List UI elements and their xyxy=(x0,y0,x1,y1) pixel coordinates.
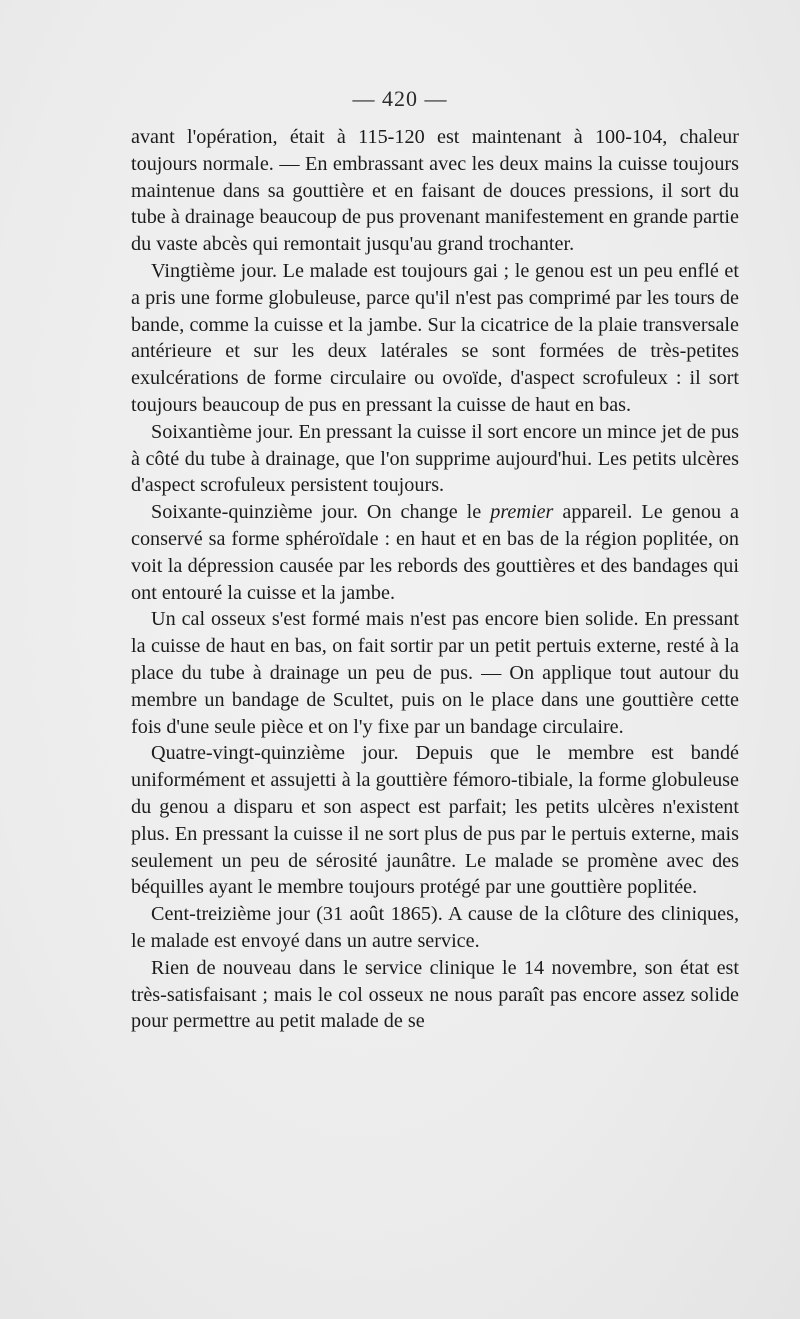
paragraph-rien-de-nouveau: Rien de nouveau dans le service clinique le 14 novembre, son état est très-satisfaisant ; mais le col osseux ne nous paraît pas encore assez solide pour permettre au petit malade de se xyxy=(131,956,739,1033)
body-text xyxy=(131,124,739,1035)
paragraph-soixante-quinzieme-jour xyxy=(131,499,739,606)
paragraph-quatre-vingt-quinzieme-jour: Quatre-vingt-quinzième jour. Depuis que le membre est bandé uniformément et assujetti à la gouttière fémoro-tibiale, la forme globuleuse du genou a disparu et son aspect est parfait; les petits ulcères n'existent plus. En pressant la cuisse il ne sort plus de pus par le pertuis externe, mais seulement un peu de sérosité jaunâtre. Le malade se promène avec des béquilles ayant le membre toujours protégé par une gouttière poplitée. xyxy=(131,742,739,899)
paragraph-soixantieme-jour: Soixantième jour. En pressant la cuisse il sort encore un mince jet de pus à côté du tube à drainage, que l'on supprime aujourd'hui. Les petits ulcères d'aspect scrofuleux persistent toujours. xyxy=(131,420,739,497)
paragraph-text-before: Soixante-quinzième jour. On change le xyxy=(151,501,491,524)
paragraph-cal-osseux: Un cal osseux s'est formé mais n'est pas encore bien solide. En pressant la cuisse de haut en bas, on fait sortir par un petit pertuis externe, resté à la place du tube à drainage un peu de pus. — On applique tout autour du membre un bandage de Scultet, puis on le place dans une gouttière cette fois d'une seule pièce et on l'y fixe par un bandage circulaire. xyxy=(131,608,739,738)
paragraph-vingtieme-jour: Vingtième jour. Le malade est toujours gai ; le genou est un peu enflé et a pris une forme globuleuse, parce qu'il n'est pas comprimé par les tours de bande, comme la cuisse et la jambe. Sur la cicatrice de la plaie transversale antérieure et sur les deux latérales se sont formées de très-petites exulcérations de forme circulaire ou ovoïde, d'aspect scrofuleux : il sort toujours beaucoup de pus en pressant la cuisse de haut en bas. xyxy=(131,259,739,416)
paragraph-text-after: appareil. Le genou a conservé sa forme sphéroïdale : en haut et en bas de la région poplitée, on voit la dépression causée par les rebords des gouttières et des bandages qui ont entouré la cuisse et la jambe. xyxy=(131,501,739,604)
paragraph-continuation: avant l'opération, était à 115-120 est maintenant à 100-104, chaleur toujours normale. — En embrassant avec les deux mains la cuisse toujours maintenue dans sa gouttière et en faisant de douces pressions, il sort du tube à drainage beaucoup de pus provenant manifestement en grande partie du vaste abcès qui remontait jusqu'au grand trochanter. xyxy=(131,126,739,256)
italic-word-premier: premier xyxy=(490,501,554,524)
paragraph-cent-treizieme-jour: Cent-treizième jour (31 août 1865). A cause de la clôture des cliniques, le malade est envoyé dans un autre service. xyxy=(131,903,739,952)
page-number: — 420 — xyxy=(352,86,448,111)
